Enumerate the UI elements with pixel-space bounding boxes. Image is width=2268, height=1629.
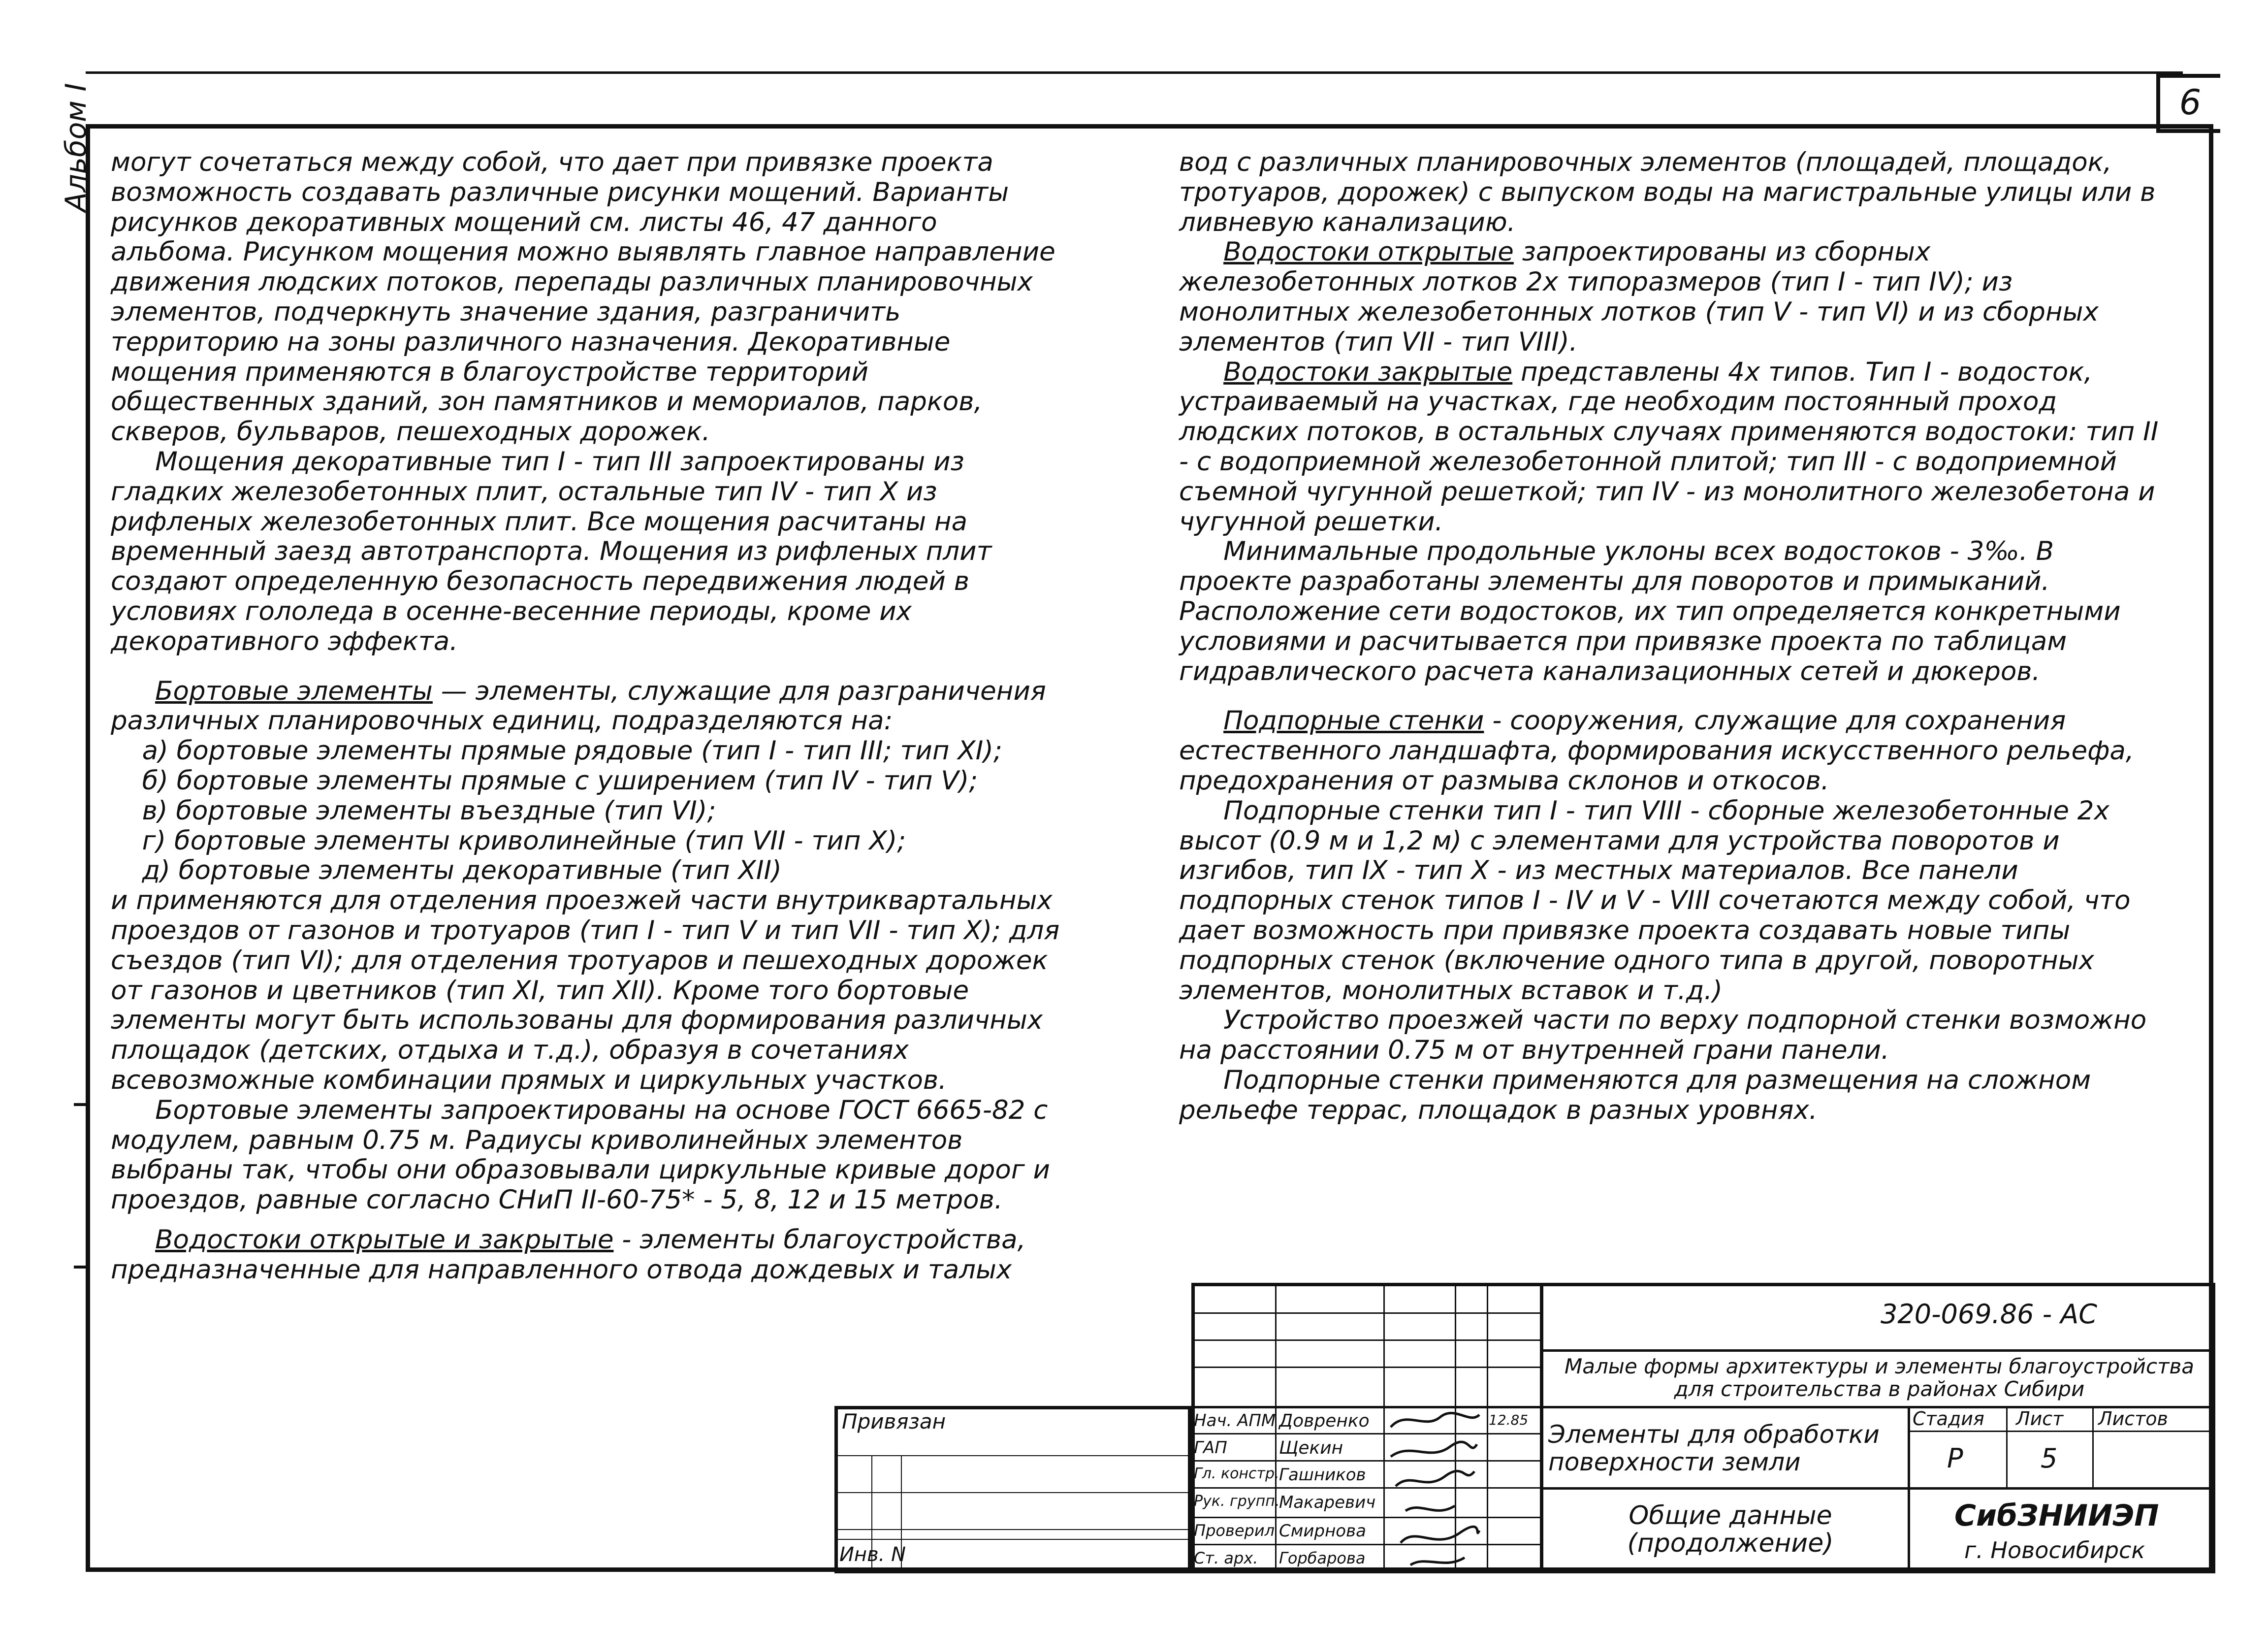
role-label: Ст. арх. [1194,1549,1258,1567]
top-frame-line [86,71,2183,74]
rule [1191,1433,1543,1434]
name-label: Гашников [1279,1465,1366,1485]
paragraph-text: представлены 4х типов. Тип I - водосток, устраиваемый на участках, где необходим постоянный проход людских потоков, в остальных случаях применяются водостоки: тип II - с водоприемной железобетонной плитой; тип III - с водоприемной съемной чугунной решеткой; тип IV - из монолитного железобетона и чугунной решетки. [1179,357,2159,537]
paragraph: Мощения декоративные тип I - тип III запроектированы из гладких железобетонных плит, остальные тип IV - тип X из рифленых железобетонных плит. Все мощения расчитаны на временный заезд автотранспорта. Мощения из рифленых плит создают определенную безопасность передвижения людей в условиях гололеда в осенне-весенние периоды, кроме их декоративного эффекта. [111,446,992,656]
rule [1191,1367,1543,1368]
city: г. Новосибирск [1964,1537,2145,1564]
rule [2092,1406,2094,1487]
rule [1191,1339,1543,1341]
inv-label: Инв. N [839,1543,906,1566]
role-label: Гл. констр. [1194,1465,1279,1482]
sheet-title: Элементы для обработки поверхности земли [1548,1420,1880,1476]
term-vodostoki-open: Водостоки открытые [1223,237,1514,267]
rule [1487,1283,1488,1573]
role-label: Проверил [1194,1521,1275,1540]
content-title: Общие данные (продолжение) [1627,1501,1834,1558]
rule [834,1529,1191,1531]
paragraph [111,1225,1066,1285]
page-number: 6 [2156,74,2220,133]
rule [1191,1312,1543,1314]
paragraph: Бортовые элементы запроектированы на основе ГОСТ 6665-82 с модулем, равным 0.75 м. Радиусы криволинейных элементов выбраны так, чтобы они образовывали циркульные кривые дорог и проездов, равные согласно СНиП II-60-75* - 5, 8, 12 и 15 метров. [111,1095,1050,1215]
name-label: Горбарова [1279,1549,1366,1567]
margin-mark [74,1266,86,1269]
term-bortovye: Бортовые элементы [155,676,433,706]
rule [834,1492,1191,1494]
rule [834,1455,1191,1457]
paragraph: Минимальные продольные уклоны всех водостоков - 3‰. В проекте разработаны элементы для поворотов и примыканий. Расположение сети водостоков, их тип определяется конкретными условиями и расчитывается при привязке проекта по таблицам гидравлического расчета канализационных сетей и дюкеров. [1179,536,2121,686]
rule [2006,1406,2008,1487]
list-item: а) бортовые элементы прямые рядовые (тип I - тип III; тип XI); [142,736,1002,766]
signatures-image [1386,1407,1484,1570]
paragraph: Устройство проезжей части по верху подпорной стенки возможно на расстоянии 0.75 м от внутренней грани панели. [1179,1005,2147,1066]
right-text-column [1179,148,2173,1126]
paragraph [111,677,1066,737]
left-text-column [111,148,1066,1285]
paragraph-text: - элементы благоустройства, предназначенные для направленного отвода дождевых и талых [111,1224,1026,1285]
series-title: Малые формы архитектуры и элементы благоустройства для строительства в районах Сибири [1564,1354,2195,1401]
paragraph-text: запроектированы из сборных железобетонных лотков 2х типоразмеров (тип I - тип IV); из монолитных железобетонных лотков (тип V - тип VI) и из сборных элементов (тип VII - тип VIII). [1179,237,2099,357]
paragraph: могут сочетаться между собой, что дает при привязке проекта возможность создавать различные рисунки мощений. Варианты рисунков декоративных мощений см. листы 46, 47 данного альбома. Рисунком мощения можно выявлять главное направление движения людских потоков, перепады различных планировочных элементов, подчеркнуть значение здания, разграничить территорию на зоны различного назначения. Декоративные мощения применяются в благоустройстве территорий общественных зданий, зон памятников и мемориалов, парков, скверов, бульваров, пешеходных дорожек. [111,147,1055,447]
date-label: 12.85 [1489,1412,1529,1428]
term-vodostoki: Водостоки открытые и закрытые [155,1224,614,1255]
organization: СибЗНИИЭП [1954,1499,2159,1533]
sheet-value: 5 [2041,1443,2058,1474]
sheet-header: Лист [2016,1408,2064,1430]
album-label: Альбом I [59,83,93,212]
list-item: г) бортовые элементы криволинейные (тип VII - тип X); [142,825,906,856]
name-label: Довренко [1279,1411,1370,1431]
rule [1191,1544,1543,1545]
name-label: Макаревич [1279,1493,1376,1512]
document-code: 320-069.86 - АС [1881,1299,2097,1330]
paragraph-text: — элементы, служащие для разграничения различных планировочных единиц, подразделяются на: [111,676,1046,736]
list-item: в) бортовые элементы въездные (тип VI); [142,795,716,826]
rule [1383,1283,1385,1573]
paragraph: и применяются для отделения проезжей части внутриквартальных проездов от газонов и тротуаров (тип I - тип V и тип VII - тип X); для съездов (тип VI); для отделения тротуаров и пешеходных дорожек от газонов и цветников (тип XI, тип XII). Кроме того бортовые элементы могут быть использованы для формирования различных площадок (детских, отдыха и т.д.), образуя в сочетаниях всевозможные комбинации прямых и циркульных участков. [111,885,1060,1095]
rule [1908,1431,2215,1432]
role-label: ГАП [1194,1438,1227,1458]
rule [1191,1406,1543,1408]
paragraph [1179,358,2173,537]
paragraph: вод с различных планировочных элементов (площадей, площадок, тротуаров, дорожек) с выпуском воды на магистральные улицы или в ливневую канализацию. [1179,147,2156,237]
list-item: д) бортовые элементы декоративные (тип XII) [142,855,782,886]
name-label: Смирнова [1279,1521,1366,1541]
name-label: Щекин [1279,1438,1343,1458]
rule [1543,1349,2215,1352]
rule [834,1539,1191,1540]
margin-mark [74,1103,86,1106]
rule [1191,1487,1543,1489]
term-vodostoki-closed: Водостоки закрытые [1223,357,1513,387]
list-item: б) бортовые элементы прямые с уширением (тип IV - тип V); [142,765,978,796]
paragraph-text: - сооружения, служащие для сохранения естественного ландшафта, формирования искусственного рельефа, предохранения от размыва склонов и откосов. [1179,706,2134,796]
role-label: Нач. АПМ [1194,1411,1276,1431]
stage-value: Р [1947,1443,1963,1474]
rule [1191,1517,1543,1518]
term-podpornye: Подпорные стенки [1223,706,1484,736]
rule [1543,1487,2215,1490]
paragraph [1179,706,2173,796]
role-label: Рук. групп. [1194,1493,1280,1510]
sheets-header: Листов [2098,1408,2168,1430]
stage-header: Стадия [1913,1408,1984,1430]
paragraph [1179,237,2173,357]
rule [1191,1460,1543,1462]
privyazan-label: Привязан [842,1409,946,1434]
paragraph: Подпорные стенки применяются для размещения на сложном рельефе террас, площадок в разных уровнях. [1179,1065,2091,1125]
paragraph: Подпорные стенки тип I - тип VIII - сборные железобетонные 2х высот (0.9 м и 1,2 м) с элементами для устройства поворотов и изгибов, тип IX - тип X - из местных материалов. Все панели подпорных стенок типов I - IV и V - VIII сочетаются между собой, что дает возможность при привязке проекта создавать новые типы подпорных стенок (включение одного типа в другой, поворотных элементов, монолитных вставок и т.д.) [1179,795,2131,1006]
